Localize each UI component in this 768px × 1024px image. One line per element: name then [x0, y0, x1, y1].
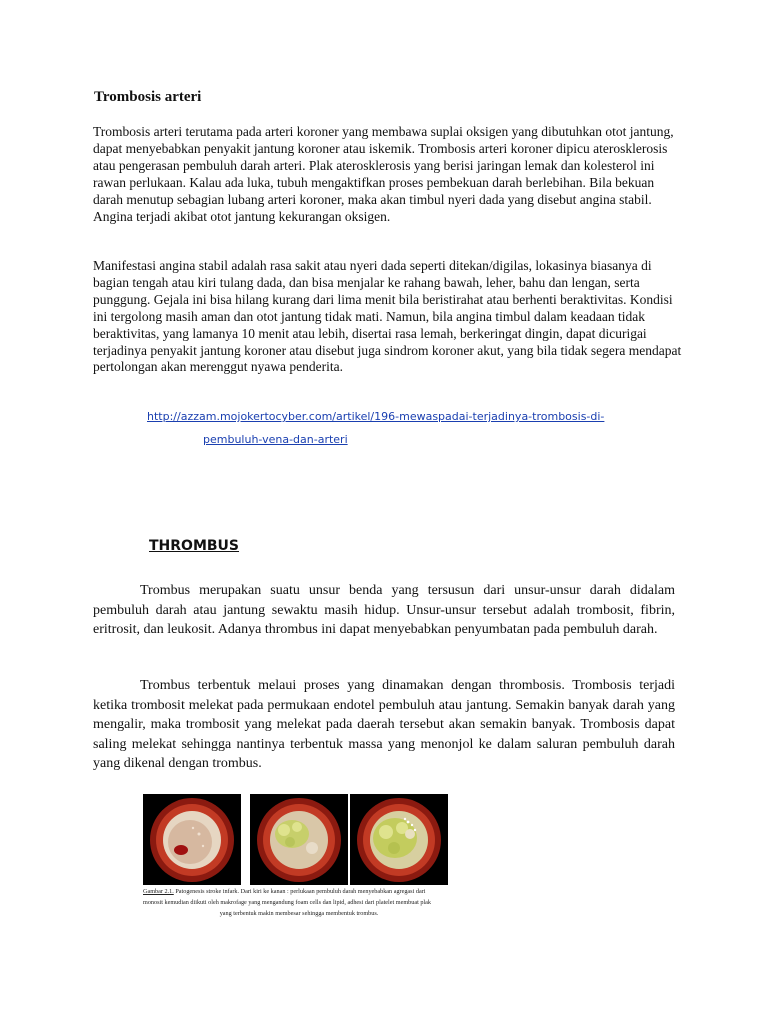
- paragraph-trombus-definisi: [93, 581, 675, 640]
- paragraph-trombosis-arteri: Trombosis arteri terutama pada arteri koroner yang membawa suplai oksigen yang dibutuhkan otot jantung, dapat menyebabkan penyakit jantung koroner atau iskemik. Trombosis arteri koroner dipicu aterosklerosis atau pengerasan pembuluh darah arteri. Plak aterosklerosis yang berisi jaringan lemak dan kolesterol ini rawan perlukaan. Kalau ada luka, tubuh mengaktifkan proses pembekuan darah berlebihan. Bila bekuan darah menutup sebagian lubang arteri koroner, maka akan timbul nyeri dada yang disebut angina stabil. Angina terjadi akibat otot jantung kekurangan oksigen.: [93, 124, 674, 224]
- figure-caption: [143, 886, 455, 919]
- figure-caption-line-2: monosit kemudian diikuti oleh makrofage yang mengandung foam cells dan lipid, adhesi dari platelet membuat plak: [143, 899, 431, 906]
- figure-caption-line-1: Patogenesis stroke infark. Dari kiri ke kanan : perlukaan pembuluh darah menyebabkan agregasi dari: [173, 888, 426, 895]
- source-link-line-1[interactable]: http://azzam.mojokertocyber.com/artikel/196-mewaspadai-terjadinya-trombosis-di-: [147, 410, 605, 423]
- section-title-trombosis-arteri: Trombosis arteri: [94, 89, 202, 105]
- section-title-thrombus: THROMBUS: [149, 538, 240, 554]
- source-link-line-2[interactable]: pembuluh-vena-dan-arteri: [203, 433, 348, 446]
- figure-caption-line-3: yang terbentuk makin membesar sehingga membentuk trombus.: [219, 910, 379, 917]
- paragraph-manifestasi-angina: Manifestasi angina stabil adalah rasa sakit atau nyeri dada seperti ditekan/digilas, lokasinya biasanya di bagian tengah atau kiri tulang dada, dan bisa menjalar ke rahang bawah, leher, bahu dan lengan, serta punggung. Gejala ini bisa hilang kurang dari lima menit bila beristirahat atau berhenti beraktivitas. Kondisi ini tergolong masih aman dan otot jantung tidak mati. Namun, bila angina timbul dalam keadaan tidak beraktivitas, yang lamanya 10 menit atau lebih, disertai rasa lemah, berkeringat dingin, dapat dicurigai terjadinya penyakit jantung koroner atau disebut juga sindrom koroner akut, yang bila tidak segera mendapat pertolongan akan merenggut nyawa penderita.: [93, 258, 682, 375]
- figure-caption-label: Gambar 2.1.: [143, 888, 174, 895]
- paragraph-trombus-pembentukan: [93, 676, 675, 774]
- paragraph-trombus-pembentukan-text: Trombus terbentuk melaui proses yang dinamakan dengan thrombosis. Trombosis terjadi ketika trombosit melekat pada permukaan endotel pembuluh atau jantung. Semakin banyak darah yang mengalir, maka trombosit yang melekat pada daerah tersebut akan semakin banyak. Trombosis dapat saling melekat sehingga nantinya terbentuk massa yang menonjol ke dalam saluran pembuluh darah yang dikenal dengan trombus.: [93, 678, 675, 771]
- figure-image-thrombus-formation: [350, 794, 448, 885]
- paragraph-trombus-definisi-text: Trombus merupakan suatu unsur benda yang tersusun dari unsur-unsur darah didalam pembuluh darah atau jantung sewaktu masih hidup. Unsur-unsur tersebut adalah trombosit, fibrin, eritrosit, dan leukosit. Adanya thrombus ini dapat menyebabkan penyumbatan pada pembuluh darah.: [93, 583, 675, 637]
- figure-image-foam-cells: [250, 794, 348, 885]
- figure-image-vessel-injury: [143, 794, 241, 885]
